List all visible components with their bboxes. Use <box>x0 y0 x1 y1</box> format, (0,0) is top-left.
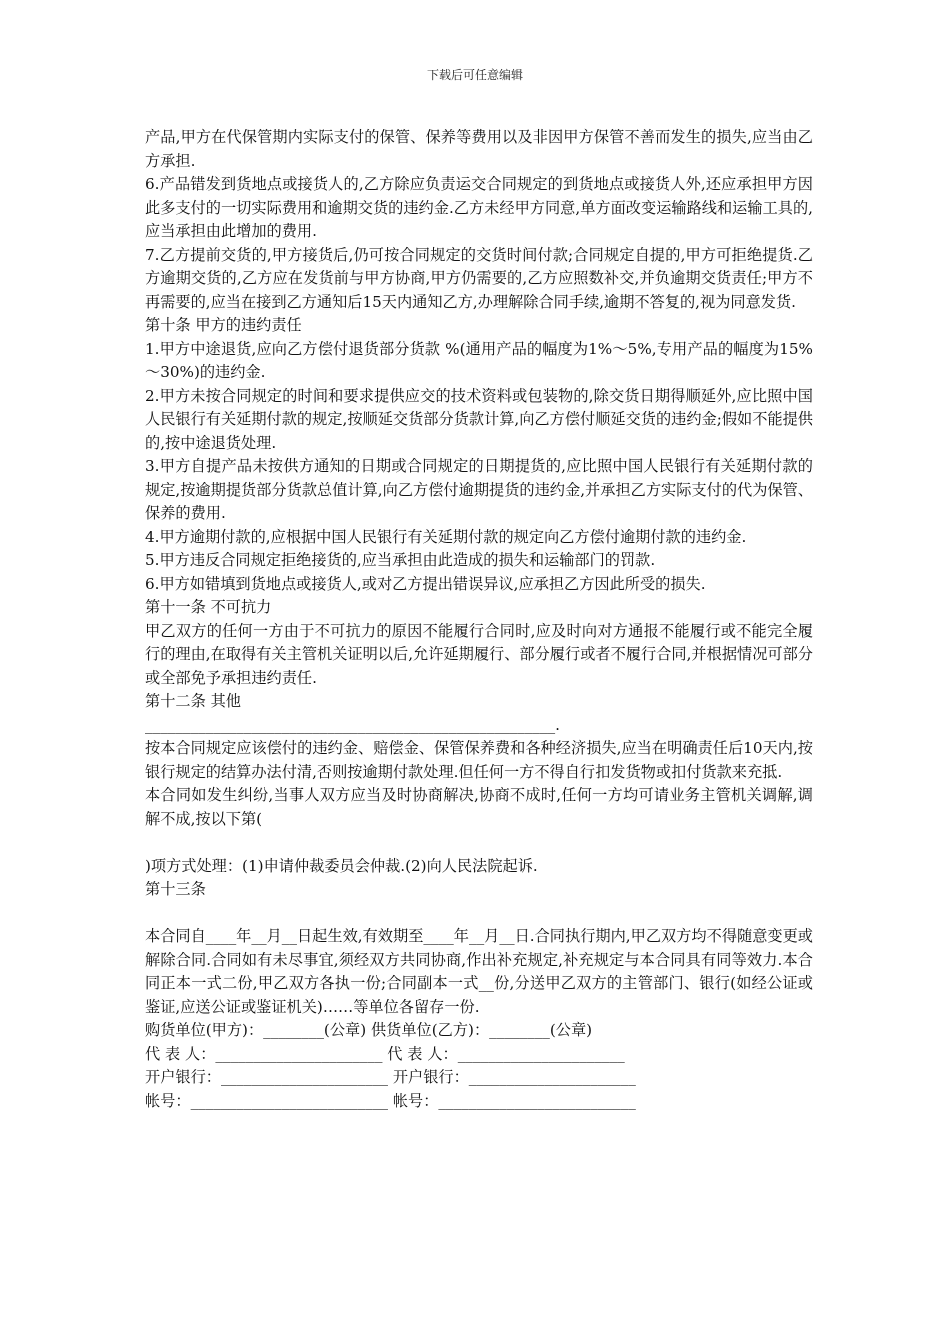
paragraph-10-1: 1.甲方中途退货,应向乙方偿付退货部分货款 %(通用产品的幅度为1%～5%,专用产品的幅度为15%～30%)的违约金. <box>145 339 813 381</box>
article-10-heading: 第十条 甲方的违约责任 <box>145 316 302 334</box>
signature-representative: 代 表 人：______________________ 代 表 人：______________________ <box>145 1044 625 1063</box>
paragraph-force-majeure: 甲乙双方的任何一方由于不可抗力的原因不能履行合同时,应及时向对方通报不能履行或不能完全履行的理由,在取得有关主管机关证明以后,允许延期履行、部分履行或者不履行合同,并根据情况可部分或全部免予承担违约责任. <box>145 621 813 687</box>
paragraph-item-7-early-delivery: 7.乙方提前交货的,甲方接货后,仍可按合同规定的交货时间付款;合同规定自提的,甲方可拒绝提货.乙方逾期交货的,乙方应在发货前与甲方协商,甲方仍需要的,乙方应照数补交,并负逾期交货责任;甲方不再需要的,应当在接到乙方通知后15天内通知乙方,办理解除合同手续,逾期不答复的,视为同意发货. <box>145 245 813 311</box>
spacer <box>145 831 813 855</box>
paragraph-10-5: 5.甲方违反合同规定拒绝接货的,应当承担由此造成的损失和运输部门的罚款. <box>145 551 656 569</box>
paragraph-storage-cost: 产品,甲方在代保管期内实际支付的保管、保养等费用以及非因甲方保管不善而发生的损失,应当由乙方承担. <box>145 128 813 170</box>
article-13-heading: 第十三条 <box>145 880 206 898</box>
paragraph-10-6: 6.甲方如错填到货地点或接货人,或对乙方提出错误异议,应承担乙方因此所受的损失. <box>145 574 706 593</box>
paragraph-effective-term: 本合同自____年__月__日起生效,有效期至____年__月__日.合同执行期内,甲乙双方均不得随意变更或解除合同.合同如有未尽事宜,须经双方共同协商,作出补充规定,补充规定与本合同具有同等效力.本合同正本一式二份,甲乙双方各执一份;合同副本一式__份,分送甲乙双方的主管部门、银行(如经公证或鉴证,应送公证或鉴证机关)……等单位各留存一份. <box>145 927 813 1016</box>
blank-line: ______________________________________________________. <box>145 715 560 734</box>
spacer <box>145 902 813 926</box>
paragraph-10-3: 3.甲方自提产品未按供方通知的日期或合同规定的日期提货的,应比照中国人民银行有关延期付款的规定,按逾期提货部分货款总值计算,向乙方偿付逾期提货的违约金,并承担乙方实际支付的代为保管、保养的费用. <box>145 457 813 522</box>
paragraph-payment-terms: 按本合同规定应该偿付的违约金、赔偿金、保管保养费和各种经济损失,应当在明确责任后10天内,按银行规定的结算办法付清,否则按逾期付款处理.但任何一方不得自行扣发货物或扣付货款来充抵. <box>145 739 813 781</box>
paragraph-dispute: 本合同如发生纠纷,当事人双方应当及时协商解决,协商不成时,任何一方均可请业务主管机关调解,调解不成,按以下第( <box>145 786 813 828</box>
contract-body <box>145 126 813 1113</box>
signature-bank: 开户银行：______________________ 开户银行：______________________ <box>145 1068 636 1086</box>
paragraph-item-6-misdelivery: 6.产品错发到货地点或接货人的,乙方除应负责运交合同规定的到货地点或接货人外,还应承担甲方因此多支付的一切实际费用和逾期交货的违约金.乙方未经甲方同意,单方面改变运输路线和运输工具的,应当承担由此增加的费用. <box>145 175 813 240</box>
signature-buyer-seller: 购货单位(甲方)：________(公章) 供货单位(乙方)：________(公章) <box>145 1021 593 1039</box>
article-11-heading: 第十一条 不可抗力 <box>145 598 272 616</box>
signature-account: 帐号：__________________________ 帐号：__________________________ <box>145 1091 636 1110</box>
page-header: 下载后可任意编辑 <box>426 68 523 82</box>
article-12-heading: 第十二条 其他 <box>145 692 241 710</box>
paragraph-10-2: 2.甲方未按合同规定的时间和要求提供应交的技术资料或包装物的,除交货日期得顺延外,应比照中国人民银行有关延期付款的规定,按顺延交货部分货款计算,向乙方偿付顺延交货的违约金;假如不能提供的,按中途退货处理. <box>145 386 813 452</box>
paragraph-10-4: 4.甲方逾期付款的,应根据中国人民银行有关延期付款的规定向乙方偿付逾期付款的违约金. <box>145 527 747 546</box>
paragraph-dispute-methods: )项方式处理：(1)申请仲裁委员会仲裁.(2)向人民法院起诉. <box>145 856 538 875</box>
